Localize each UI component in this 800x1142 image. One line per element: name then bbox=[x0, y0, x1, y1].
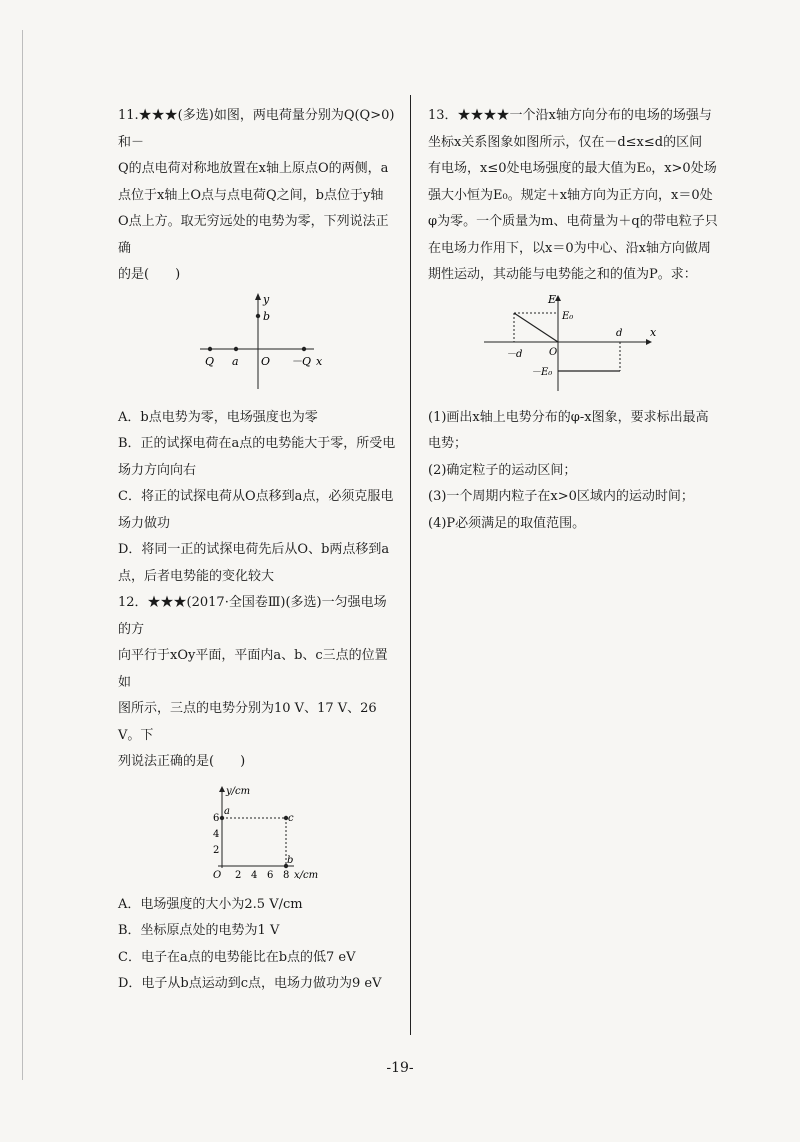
q13-label-E0: E₀ bbox=[562, 310, 574, 322]
q11-y-arrow bbox=[255, 293, 261, 300]
q13-label-x: x bbox=[650, 325, 657, 339]
q11-point-b bbox=[256, 313, 260, 317]
q12-stem-line: 列说法正确的是( ) bbox=[118, 754, 246, 769]
q12-ytick: 6 bbox=[213, 812, 220, 824]
q11-stem-line: O点上方。取无穷远处的电势为零，下列说法正确 bbox=[118, 214, 389, 256]
q11-label-b: b bbox=[263, 309, 271, 323]
q11-option-b-cont: 场力方向向右 bbox=[118, 462, 197, 478]
q13-label-d: d bbox=[616, 327, 623, 339]
question-11 bbox=[118, 103, 398, 590]
question-13 bbox=[428, 103, 718, 537]
q13-stem-line: 期性运动，其动能与电势能之和的值为P。求： bbox=[428, 267, 697, 282]
q12-stem-line: 12．★★★(2017·全国卷Ⅲ)(多选)一匀强电场的方 bbox=[118, 595, 387, 637]
q13-sub-1: (1)画出x轴上电势分布的φ-x图象，要求标出最高 bbox=[428, 409, 709, 425]
q13-left-field-line bbox=[514, 313, 558, 342]
q11-option-c: C．将正的试探电荷从O点移到a点，必须克服电 bbox=[118, 489, 394, 504]
q13-sub-1-cont: 电势； bbox=[428, 436, 468, 451]
q13-sub-2: (2)确定粒子的运动区间； bbox=[428, 462, 577, 478]
q12-xtick: 6 bbox=[267, 869, 274, 881]
q11-label-x: x bbox=[316, 354, 323, 368]
q13-stem-line: 强大小恒为E₀。规定＋x轴方向为正方向，x＝0处 bbox=[428, 187, 713, 203]
q13-sub-4: (4)P必须满足的取值范围。 bbox=[428, 515, 586, 531]
q11-stem-line: 的是( ) bbox=[118, 267, 181, 282]
q13-label-E: E bbox=[548, 292, 557, 306]
q11-option-c-cont: 场力做功 bbox=[118, 515, 171, 531]
q12-xtick: 4 bbox=[251, 869, 258, 881]
q13-stem-line: φ为零。一个质量为m、电荷量为＋q的带电粒子只 bbox=[428, 214, 718, 229]
q13-field-graph bbox=[428, 289, 718, 399]
q12-xlabel: x/cm bbox=[294, 869, 319, 881]
q13-label-O: O bbox=[549, 346, 558, 358]
q12-xtick: 8 bbox=[283, 869, 290, 881]
column-divider bbox=[410, 95, 411, 1035]
q13-stem-line: 13．★★★★一个沿x轴方向分布的电场的场强与 bbox=[428, 108, 712, 123]
q12-stem-line: 向平行于xOy平面，平面内a、b、c三点的位置如 bbox=[118, 648, 388, 690]
q11-point-a bbox=[234, 346, 238, 350]
q11-option-a: A．b点电势为零，电场强度也为零 bbox=[118, 409, 318, 425]
q13-label-negd: －d bbox=[506, 348, 523, 360]
q11-stem-line: 点位于x轴上O点与点电荷Q之间，b点位于y轴 bbox=[118, 187, 384, 203]
q12-label-b: b bbox=[287, 854, 294, 866]
q13-stem-line: 有电场，x≤0处电场强度的最大值为E₀，x>0处场 bbox=[428, 161, 717, 176]
page-number: -19- bbox=[386, 1060, 414, 1076]
q12-label-c: c bbox=[288, 812, 294, 824]
q12-label-a: a bbox=[224, 805, 230, 817]
q13-label-negE0: －E₀ bbox=[531, 366, 553, 378]
q12-stem-line: 图所示，三点的电势分别为10 V、17 V、26 V。下 bbox=[118, 701, 377, 743]
q13-stem-line: 在电场力作用下，以x＝0为中心、沿x轴方向做周 bbox=[428, 240, 711, 256]
q11-option-b: B．正的试探电荷在a点的电势能大于零，所受电 bbox=[118, 436, 396, 451]
page-edge-line bbox=[22, 30, 23, 1080]
right-column bbox=[428, 103, 718, 537]
left-column bbox=[118, 103, 398, 998]
q12-option-c: C．电子在a点的电势能比在b点的低7 eV bbox=[118, 949, 356, 965]
q12-coordinate-diagram bbox=[118, 776, 398, 886]
q11-label-a: a bbox=[232, 354, 239, 368]
q12-y-arrow bbox=[219, 786, 225, 792]
q11-stem-line: 11.★★★(多选)如图，两电荷量分别为Q(Q>0)和－ bbox=[118, 108, 395, 150]
q11-label-Q: Q bbox=[205, 354, 215, 368]
q12-ytick: 2 bbox=[213, 844, 220, 856]
q12-option-a: A．电场强度的大小为2.5 V/cm bbox=[118, 896, 303, 912]
q11-charge-diagram bbox=[118, 289, 398, 399]
q13-x-arrow bbox=[646, 339, 652, 345]
q13-sub-3: (3)一个周期内粒子在x>0区域内的运动时间； bbox=[428, 489, 694, 504]
q12-origin: O bbox=[213, 869, 222, 881]
q12-xtick: 2 bbox=[235, 869, 242, 881]
q12-option-d: D．电子从b点运动到c点，电场力做功为9 eV bbox=[118, 976, 382, 991]
question-12 bbox=[118, 590, 398, 998]
q11-option-d-cont: 点，后者电势能的变化较大 bbox=[118, 568, 275, 584]
q11-charge-neg bbox=[302, 346, 306, 350]
q13-stem-line: 坐标x关系图象如图所示，仅在－d≤x≤d的区间 bbox=[428, 134, 703, 150]
q11-charge-pos bbox=[208, 346, 212, 350]
q11-label-O: O bbox=[261, 354, 271, 368]
q12-ylabel: y/cm bbox=[226, 785, 251, 797]
q11-option-d: D．将同一正的试探电荷先后从O、b两点移到a bbox=[118, 542, 390, 557]
q12-option-b: B．坐标原点处的电势为1 V bbox=[118, 923, 280, 938]
q11-label-y: y bbox=[263, 292, 270, 306]
q11-label-negQ: －Q bbox=[291, 354, 312, 368]
q12-ytick: 4 bbox=[213, 828, 220, 840]
q11-stem-line: Q的点电荷对称地放置在x轴上原点O的两侧，a bbox=[118, 161, 389, 176]
